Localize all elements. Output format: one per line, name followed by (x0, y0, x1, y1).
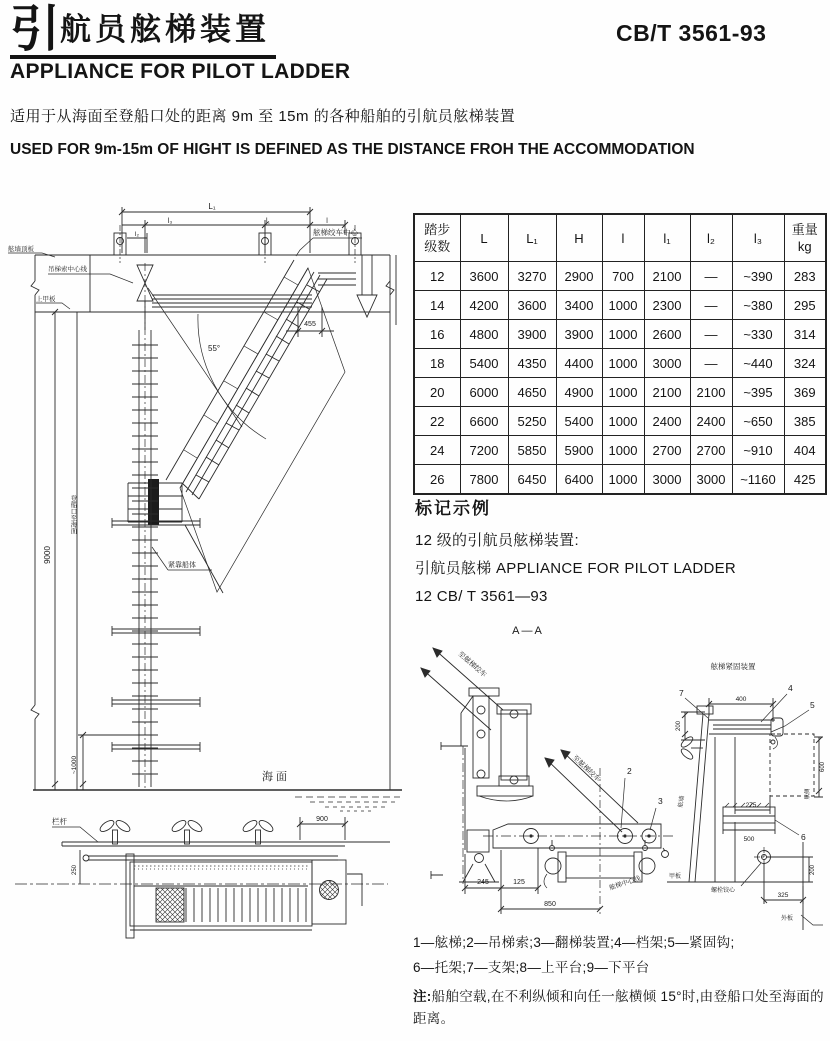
legend-line: 6—托架;7—支架;8—上平台;9—下平台 (413, 960, 650, 975)
cell: 2300 (644, 291, 690, 320)
cell: 2400 (644, 407, 690, 436)
dim-L1-label: L₁ (208, 202, 216, 211)
cell: 5400 (556, 407, 602, 436)
page-title-en: APPLIANCE FOR PILOT LADDER (10, 60, 351, 83)
cell: 2700 (690, 436, 732, 465)
cell: ~330 (732, 320, 784, 349)
title-lead-char: 引 (10, 1, 60, 57)
table-row (414, 262, 826, 291)
cell: ~910 (732, 436, 784, 465)
callout-7: 7 (679, 688, 684, 698)
upper-deck-label: 上甲板 (36, 296, 56, 303)
standard-code: CB/T 3561-93 (616, 20, 767, 46)
table-header-row (414, 214, 826, 262)
cell: 4800 (460, 320, 508, 349)
cell: — (690, 349, 732, 378)
plan-drawing-lines (15, 817, 390, 938)
cell: 1000 (602, 436, 644, 465)
cell: 4350 (508, 349, 556, 378)
cell: 2100 (690, 378, 732, 407)
cell: 3900 (508, 320, 556, 349)
hinge-center-label: 螺栓铰心 (711, 888, 736, 894)
ladder-centerline-label: 舷梯中心线 (608, 875, 642, 892)
bulwark-top-label: 舷墙顶板 (8, 246, 34, 253)
callout-2: 2 (627, 766, 632, 776)
dim-455-label: 455 (304, 321, 316, 328)
angle-55-label: 55° (208, 344, 221, 353)
cell: 3400 (556, 291, 602, 320)
cell: ~380 (732, 291, 784, 320)
cell: 22 (414, 407, 460, 436)
cell: 404 (784, 436, 826, 465)
col-header-l: l (602, 214, 644, 262)
cell: 2700 (644, 436, 690, 465)
marking-example (415, 494, 736, 611)
bulwark-label: 舷墙 (678, 795, 687, 809)
table-row (414, 465, 826, 495)
cell: 1000 (602, 291, 644, 320)
cell: 7800 (460, 465, 508, 495)
main-elevation-drawing (0, 195, 415, 820)
cell: 5250 (508, 407, 556, 436)
cell: 5900 (556, 436, 602, 465)
callout-3: 3 (658, 796, 663, 806)
dim-245-label: 245 (477, 879, 489, 886)
cell: 3600 (460, 262, 508, 291)
col-header-l2: l₂ (690, 214, 732, 262)
col-header-l1: l₁ (644, 214, 690, 262)
dim-400-label: 400 (735, 696, 747, 703)
footnote-text: 船舶空载,在不利纵倾和向任一舷横倾 15°时,由登船口处至海面的距离。 (413, 989, 824, 1026)
col-header-weight: 重量 kg (784, 214, 826, 262)
dim-325-label: 325 (777, 892, 789, 899)
cell: 1000 (602, 407, 644, 436)
title-rest: 航员舷梯装置 (60, 12, 270, 47)
cell: 24 (414, 436, 460, 465)
cell: 4900 (556, 378, 602, 407)
cell: 314 (784, 320, 826, 349)
dim-l1-label: l₁ (266, 218, 270, 225)
marking-line: 12 CB/ T 3561—93 (415, 588, 548, 605)
dim-850-label: 850 (544, 901, 556, 908)
cell: ~440 (732, 349, 784, 378)
to-winch-label-1: 至舷梯绞车 (456, 650, 488, 679)
callout-4: 4 (788, 683, 793, 693)
table-row (414, 436, 826, 465)
cell: 20 (414, 378, 460, 407)
cell: ~650 (732, 407, 784, 436)
to-winch-label-2: 至舷梯绞车 (570, 754, 602, 784)
cell: 295 (784, 291, 826, 320)
section-aa-lines (421, 648, 675, 914)
cell: — (690, 320, 732, 349)
table-row (414, 320, 826, 349)
cell: 324 (784, 349, 826, 378)
height-range-label: 登船口至海面 (69, 495, 77, 534)
dim-200-right-label: 200 (810, 864, 816, 876)
scope-text-zh: 适用于从海面至登船口处的距离 9m 至 15m 的各种船舶的引航员舷梯装置 (10, 108, 516, 125)
dimension-table (413, 213, 827, 495)
cell: 7200 (460, 436, 508, 465)
dim-l-label: l (326, 218, 328, 225)
section-aa-title: A—A (512, 625, 544, 637)
fastening-detail-drawing (663, 642, 830, 937)
cell: 4400 (556, 349, 602, 378)
cell: 385 (784, 407, 826, 436)
main-drawing-lines (8, 207, 402, 811)
dim-500-label: 500 (743, 836, 755, 843)
dim-1000-label: ~1000 (71, 755, 78, 775)
table-row (414, 407, 826, 436)
cell: 6400 (556, 465, 602, 495)
cell: 2100 (644, 378, 690, 407)
page-title-zh (10, 1, 276, 59)
cell: 3900 (556, 320, 602, 349)
dim-250-label: 250 (72, 864, 78, 876)
cell: 4200 (460, 291, 508, 320)
col-header-L1: L₁ (508, 214, 556, 262)
callout-6: 6 (801, 832, 806, 842)
parts-legend (413, 930, 735, 980)
dim-l2-label: l₂ (135, 231, 139, 238)
cell: 1000 (602, 465, 644, 495)
col-header-L: L (460, 214, 508, 262)
cell: ~390 (732, 262, 784, 291)
cell: 2400 (690, 407, 732, 436)
fall-centerline-label: 吊梯索中心线 (48, 266, 87, 273)
plan-view-drawing (0, 812, 415, 962)
cell: 6000 (460, 378, 508, 407)
cell: 2600 (644, 320, 690, 349)
cell: 3000 (644, 465, 690, 495)
cell: 1000 (602, 378, 644, 407)
cell: 26 (414, 465, 460, 495)
cell: 18 (414, 349, 460, 378)
cell: 16 (414, 320, 460, 349)
legend-line: 1—舷梯;2—吊梯索;3—翻梯装置;4—档架;5—紧固钩; (413, 935, 735, 950)
table-row (414, 291, 826, 320)
cell: 5850 (508, 436, 556, 465)
rope-ladder-label: 紧靠船体 (168, 562, 196, 569)
fastening-detail-title: 舷梯紧固装置 (710, 662, 756, 671)
footnote (413, 986, 827, 1030)
col-header-l3: l₃ (732, 214, 784, 262)
scope-text-en: USED FOR 9m-15m OF HIGHT IS DEFINED AS THE DISTANCE FROH THE ACCOMMODATION (10, 141, 695, 158)
cell: 3000 (690, 465, 732, 495)
section-aa-drawing (413, 618, 685, 930)
cell: 2900 (556, 262, 602, 291)
table-row (414, 349, 826, 378)
cell: 3270 (508, 262, 556, 291)
marking-title: 标记示例 (415, 499, 491, 518)
dim-900-label: 900 (316, 816, 328, 823)
side-label: 舷侧 (805, 788, 811, 800)
marking-line: 12 级的引航员舷梯装置: (415, 532, 579, 549)
cell: 700 (602, 262, 644, 291)
shell-label: 外板 (781, 916, 794, 922)
fastening-detail-lines (667, 694, 823, 930)
cell: ~395 (732, 378, 784, 407)
table-row (414, 378, 826, 407)
dim-275-label: 275 (745, 802, 757, 809)
rail-label: 栏杆 (52, 817, 67, 826)
col-header-steps: 踏步 级数 (414, 214, 460, 262)
deck-label: 甲板 (669, 874, 682, 880)
dim-600-label: 600 (820, 761, 826, 773)
winch-center-label: 舷梯绞车中心 (313, 228, 358, 237)
cell: 2100 (644, 262, 690, 291)
cell: 12 (414, 262, 460, 291)
dim-125-label: 125 (513, 879, 525, 886)
cell: 14 (414, 291, 460, 320)
sea-surface-label: 海面 (262, 771, 290, 783)
cell: 6600 (460, 407, 508, 436)
dim-l3-label: l₃ (167, 218, 173, 225)
cell: 1000 (602, 320, 644, 349)
callout-5: 5 (810, 700, 815, 710)
cell: 4650 (508, 378, 556, 407)
footnote-label: 注: (413, 989, 432, 1004)
cell: 3600 (508, 291, 556, 320)
cell: 6450 (508, 465, 556, 495)
cell: 283 (784, 262, 826, 291)
cell: — (690, 262, 732, 291)
cell: 369 (784, 378, 826, 407)
cell: 3000 (644, 349, 690, 378)
cell: — (690, 291, 732, 320)
cell: 1000 (602, 349, 644, 378)
cell: 425 (784, 465, 826, 495)
marking-line: 引航员舷梯 APPLIANCE FOR PILOT LADDER (415, 560, 737, 577)
dim-200-left-label: 200 (676, 720, 682, 732)
col-header-H: H (556, 214, 602, 262)
dim-9000-label: 9000 (43, 546, 52, 564)
cell: ~1160 (732, 465, 784, 495)
cell: 5400 (460, 349, 508, 378)
